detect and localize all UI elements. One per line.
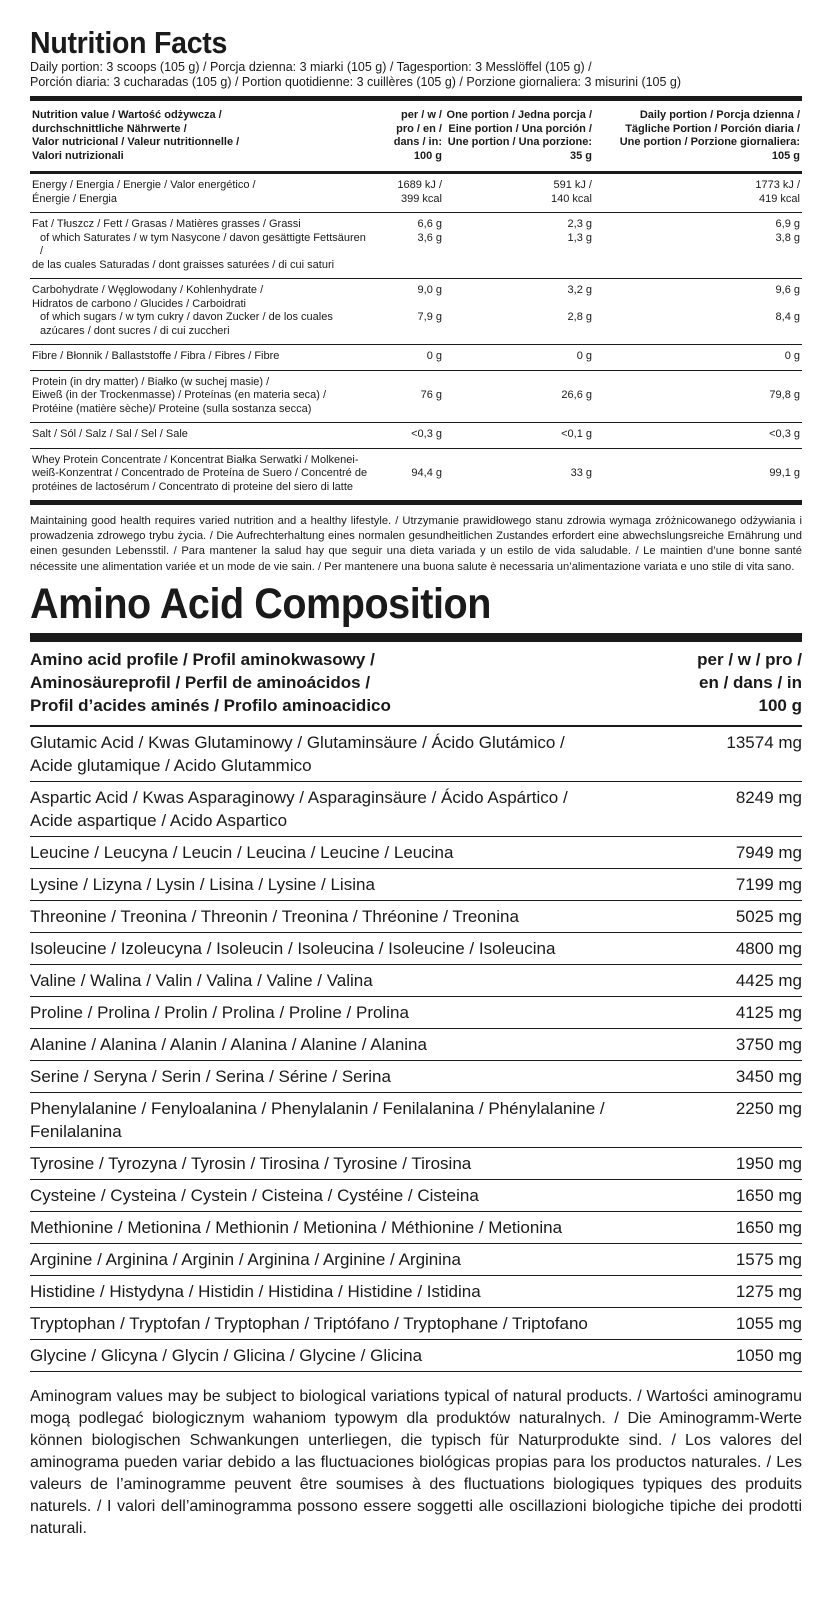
amino-row: Valine / Walina / Valin / Valina / Valine / Valina 4425 mg	[30, 964, 802, 996]
portion-line: Daily portion: 3 scoops (105 g) / Porcja dzienna: 3 miarki (105 g) / Tagesportion: 3 Messlöffel (105 g) /	[30, 60, 592, 74]
amino-row: Phenylalanine / Fenyloalanina / Phenylalanin / Fenilalanina / Phénylalanine / Fenilalanina 2250 mg	[30, 1092, 802, 1147]
header-per-100g: per / w / pro / en / dans / in: 100 g	[393, 109, 442, 162]
amino-row: Glutamic Acid / Kwas Glutaminowy / Glutaminsäure / Ácido Glutámico / Acide glutamique / Acido Glutammico 13574 mg	[30, 726, 802, 782]
header-nutrient: Nutrition value / Wartość odżywcza / durchschnittliche Nährwerte / Valor nutricional / Valeur nutritionnelle / Valori nutrizionali	[32, 109, 240, 162]
amino-row: Leucine / Leucyna / Leucin / Leucina / Leucine / Leucina 7949 mg	[30, 836, 802, 868]
header-daily-portion: Daily portion / Porcja dzienna / Tägliche Portion / Porción diaria / Une portion / Porzione giornaliera: 105 g	[619, 109, 800, 162]
amino-row: Glycine / Glicyna / Glycin / Glicina / Glycine / Glicina 1050 mg	[30, 1339, 802, 1371]
amino-table	[30, 642, 802, 1372]
amino-row: Tryptophan / Tryptofan / Tryptophan / Triptófano / Tryptophane / Triptofano 1055 mg	[30, 1307, 802, 1339]
amino-row: Proline / Prolina / Prolin / Prolina / Proline / Prolina 4125 mg	[30, 996, 802, 1028]
nutrient-row-fat: Fat / Tłuszcz / Fett / Grasas / Matières grasses / Grassi of which Saturates / w tym Nasycone / davon gesättigte Fettsäuren / de las cuales Saturadas / dont graisses saturées / di cui saturi 6,6 g 3,6 g 2,3 g 1,3 g 6,9 g 3,8 g	[30, 213, 802, 279]
amino-header-row	[30, 642, 802, 726]
amino-row: Isoleucine / Izoleucyna / Isoleucin / Isoleucina / Isoleucine / Isoleucina 4800 mg	[30, 932, 802, 964]
nutrient-row-protein: Protein (in dry matter) / Białko (w suchej masie) / Eiweß (in der Trockenmasse) / Proteínas (en materia seca) / Protéine (matière sèche)/ Proteine (sulla sostanza secca) 76 g 26,6 g 79,8 g	[30, 370, 802, 423]
nutrient-row-carbohydrate: Carbohydrate / Węglowodany / Kohlenhydrate / Hidratos de carbono / Glucides / Carboidrati of which sugars / w tym cukry / davon Zucker / de los cuales azúcares / dont sucres / di cui zuccheri 9,0 g 7,9 g 3,2 g 2,8 g 9,6 g 8,4 g	[30, 279, 802, 345]
amino-title-rule	[30, 633, 802, 642]
label-page	[30, 26, 802, 1540]
amino-row: Serine / Seryna / Serin / Serina / Sérine / Serina 3450 mg	[30, 1060, 802, 1092]
portion-line: Porción diaria: 3 cucharadas (105 g) / Portion quotidienne: 3 cuillères (105 g) / Porzione giornaliera: 3 misurini (105 g)	[30, 75, 682, 89]
amino-row: Lysine / Lizyna / Lysin / Lisina / Lysine / Lisina 7199 mg	[30, 868, 802, 900]
nutrition-disclaimer: Maintaining good health requires varied nutrition and a healthy lifestyle. / Utrzymanie prawidłowego stanu zdrowia wymaga zróżnicowanego odżywiania i prowadzenia zdrowego trybu życia. / Die Aufrechterhaltung eines normalen gesundheitlichen Zustandes erfordert eine abwechslungsreiche Ernährung und einen gesunden Lebensstil. / Para mantener la salud hay que seguir una dieta variada y un estilo de vida saludable. / Le maintien d’une bonne santé nécessite une alimentation variée et un mode de vie sain. / Per mantenere una buona salute è necessaria un’alimentazione variata e uno stile di vita sano.	[30, 515, 802, 573]
amino-row: Alanine / Alanina / Alanin / Alanina / Alanine / Alanina 3750 mg	[30, 1028, 802, 1060]
nutrition-table	[30, 101, 802, 500]
aminogram-note: Aminogram values may be subject to biological variations typical of natural products. / Wartości aminogramu mogą podlegać biologicznym wahaniom typowym dla produktów naturalnych. / Die Aminogramm-Werte können biologischen Schwankungen unterliegen, die typisch für Naturprodukte sind. / Los valores del aminograma pueden variar debido a las fluctuaciones biológicas propias para los productos naturales. / Les valeurs de l’aminogramme peuvent être soumises à des fluctuations biologiques typiques des produits naturels. / I valori dell’aminogramma possono essere soggetti alle oscillazioni biologiche tipiche dei prodotti naturali.	[30, 1387, 802, 1537]
nutrient-row-fibre: Fibre / Błonnik / Ballaststoffe / Fibra / Fibres / Fibre 0 g 0 g 0 g	[30, 345, 802, 371]
amino-row: Histidine / Histydyna / Histidin / Histidina / Histidine / Istidina 1275 mg	[30, 1275, 802, 1307]
amino-row: Tyrosine / Tyrozyna / Tyrosin / Tirosina / Tyrosine / Tirosina 1950 mg	[30, 1147, 802, 1179]
amino-header-label: Amino acid profile / Profil aminokwasowy / Aminosäureprofil / Perfil de aminoácidos / Profil d’acides aminés / Profilo aminoacidico	[30, 649, 391, 715]
nutrient-row-energy: Energy / Energia / Energie / Valor energético / Énergie / Energia 1689 kJ / 399 kcal 591 kJ / 140 kcal 1773 kJ / 419 kcal	[30, 173, 802, 213]
amino-header-value: per / w / pro / en / dans / in 100 g	[697, 649, 802, 715]
nutrition-header-row	[30, 101, 802, 173]
nutrition-title: Nutrition Facts	[30, 25, 228, 60]
amino-title: Amino Acid Composition	[30, 579, 491, 628]
nutrition-table-box	[30, 96, 802, 505]
amino-row: Threonine / Treonina / Threonin / Treonina / Thréonine / Treonina 5025 mg	[30, 900, 802, 932]
amino-row: Aspartic Acid / Kwas Asparaginowy / Asparaginsäure / Ácido Aspártico / Acide aspartique / Acido Aspartico 8249 mg	[30, 781, 802, 836]
nutrient-row-salt: Salt / Sól / Salz / Sal / Sel / Sale <0,3 g <0,1 g <0,3 g	[30, 423, 802, 449]
amino-row: Arginine / Arginina / Arginin / Arginina / Arginine / Arginina 1575 mg	[30, 1243, 802, 1275]
portion-info	[30, 60, 802, 90]
amino-row: Cysteine / Cysteina / Cystein / Cisteina / Cystéine / Cisteina 1650 mg	[30, 1179, 802, 1211]
nutrient-row-whey-protein: Whey Protein Concentrate / Koncentrat Białka Serwatki / Molkenei- weiß-Konzentrat / Concentrado de Proteína de Suero / Concentré de protéines de lactosérum / Concentrato di proteine del siero di latte 94,4 g 33 g 99,1 g	[32, 453, 800, 493]
header-one-portion: One portion / Jedna porcja / Eine portion / Una porción / Une portion / Una porzione: 35 g	[446, 109, 592, 162]
amino-row: Methionine / Metionina / Methionin / Metionina / Méthionine / Metionina 1650 mg	[30, 1211, 802, 1243]
